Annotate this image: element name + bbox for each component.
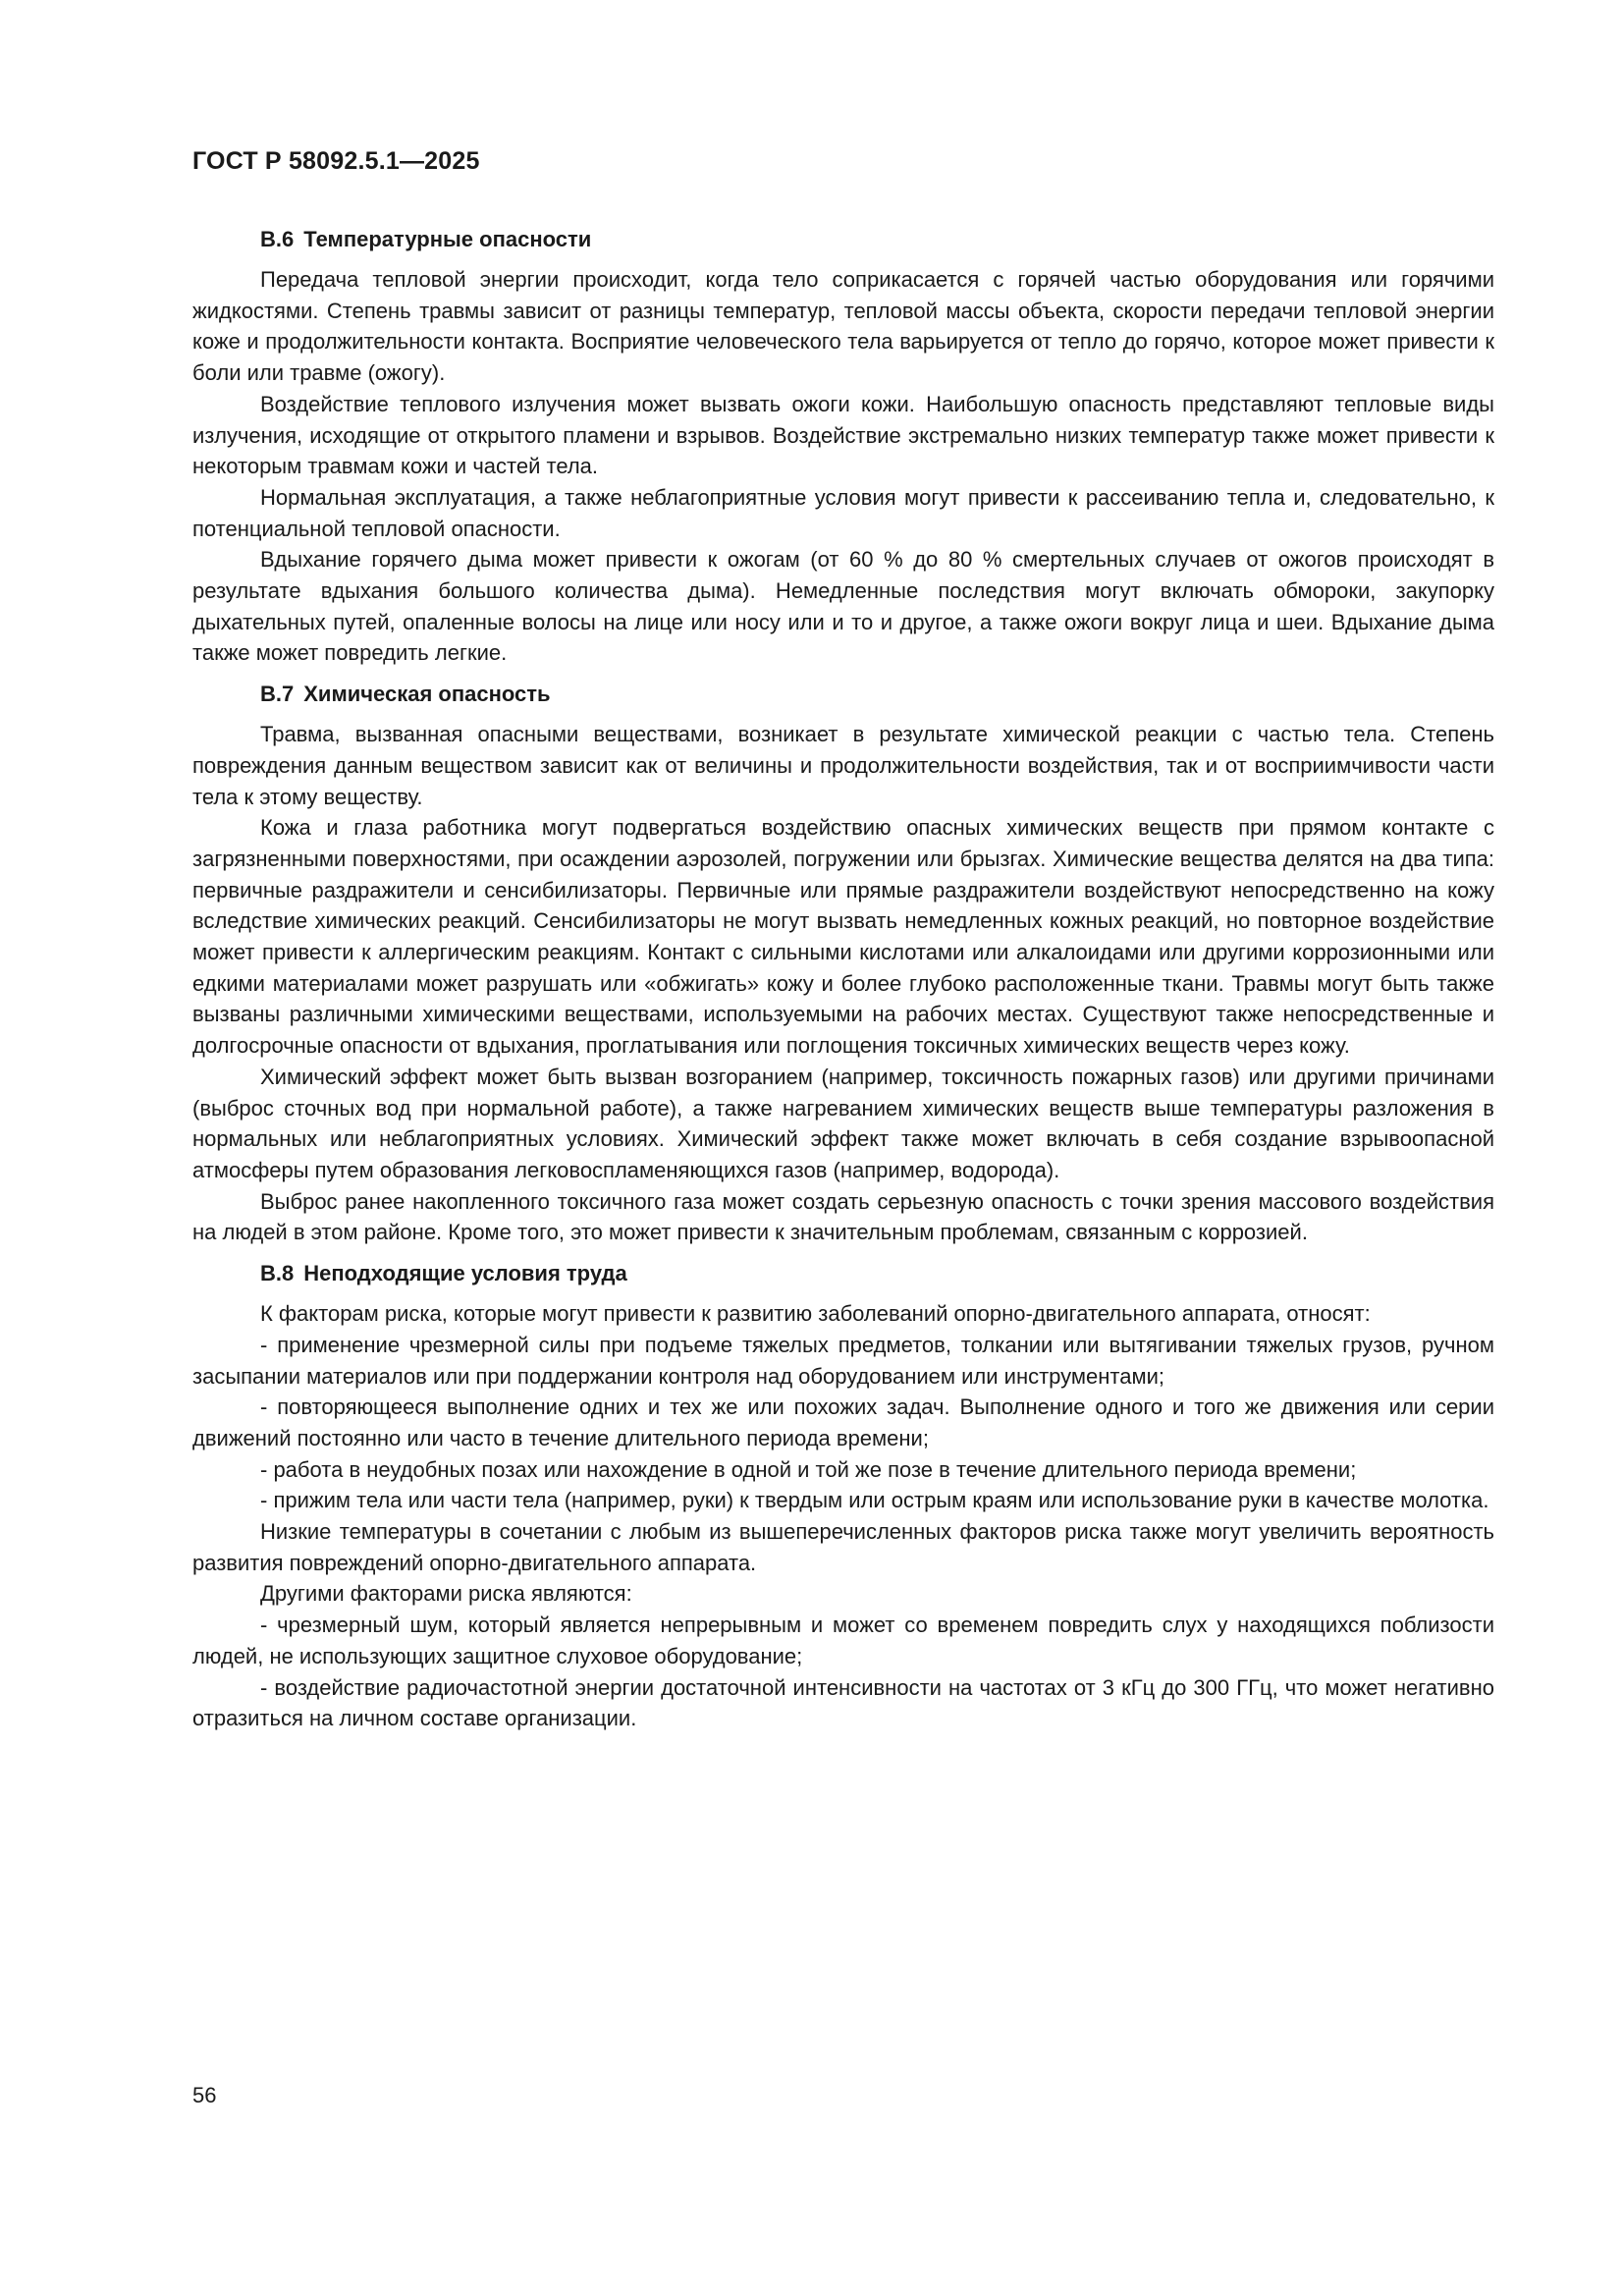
section-number: В.8 [260, 1261, 295, 1286]
page-number: 56 [192, 2083, 217, 2107]
section-b8 [192, 1258, 1494, 1734]
paragraph: Выброс ранее накопленного токсичного газа может создать серьезную опасность с точки зрения массового воздействия на людей в этом районе. Кроме того, это может привести к значительным проблемам, связанным с коррозией. [192, 1188, 1494, 1245]
paragraph: Низкие температуры в сочетании с любым из вышеперечисленных факторов риска также могут увеличить вероятность развития повреждений опорно-двигательного аппарата. [192, 1519, 1494, 1575]
document-code: ГОСТ Р 58092.5.1—2025 [192, 147, 480, 175]
paragraph: Воздействие теплового излучения может вызвать ожоги кожи. Наибольшую опасность представляют тепловые виды излучения, исходящие от открытого пламени и взрывов. Воздействие экстремально низких температур также может привести к некоторым травмам кожи и частей тела. [192, 391, 1494, 479]
section-heading [192, 224, 1494, 254]
section-title: Неподходящие условия труда [303, 1261, 627, 1286]
paragraph: Кожа и глаза работника могут подвергаться воздействию опасных химических веществ при прямом контакте с загрязненными поверхностями, при осаждении аэрозолей, погружении или брызгах. Химические вещества делятся на два типа: первичные раздражители и сенсибилизаторы. Первичные или прямые раздражители воздействуют непосредственно на кожу вследствие химических реакций. Сенсибилизаторы не могут вызвать немедленных кожных реакций, но повторное воздействие может привести к аллергическим реакциям. Контакт с сильными кислотами или алкалоидами или другими коррозионными или едкими материалами может разрушать или «обжигать» кожу и более глубоко расположенные ткани. Травмы могут быть также вызваны различными химическими веществами, используемыми на рабочих местах. Существуют также непосредственные и долгосрочные опасности от вдыхания, проглатывания или поглощения токсичных химических веществ через кожу. [192, 815, 1494, 1059]
section-b6 [192, 224, 1494, 669]
section-title: Химическая опасность [303, 682, 551, 707]
list-item: - повторяющееся выполнение одних и тех же или похожих задач. Выполнение одного и того же движения или серии движений постоянно или часто в течение длительного периода времени; [192, 1394, 1494, 1450]
list-item: - воздействие радиочастотной энергии достаточной интенсивности на частотах от 3 кГц до 300 ГГц, что может негативно отразиться на личном составе организации. [192, 1674, 1494, 1731]
section-number: В.6 [260, 227, 295, 251]
paragraph: Другими факторами риска являются: [260, 1581, 632, 1607]
paragraph: К факторам риска, которые могут привести к развитию заболеваний опорно-двигательного аппарата, относят: [260, 1301, 1371, 1327]
document-body [192, 224, 1494, 1744]
paragraph: Передача тепловой энергии происходит, когда тело соприкасается с горячей частью оборудования или горячими жидкостями. Степень травмы зависит от разницы температур, тепловой массы объекта, скорости передачи тепловой энергии коже и продолжительности контакта. Восприятие человеческого тела варьируется от тепло до горячо, которое может привести к боли или травме (ожогу). [192, 267, 1494, 386]
paragraph: Вдыхание горячего дыма может привести к ожогам (от 60 % до 80 % смертельных случаев от ожогов происходят в результате вдыхания большого количества дыма). Немедленные последствия могут включать обмороки, закупорку дыхательных путей, опаленные волосы на лице или носу или и то и другое, а также ожоги вокруг лица и шеи. Вдыхание дыма также может повредить легкие. [192, 547, 1494, 666]
section-heading [192, 679, 1494, 709]
paragraph: Травма, вызванная опасными веществами, возникает в результате химической реакции с частью тела. Степень повреждения данным веществом зависит как от величины и продолжительности воздействия, так и от восприимчивости части тела к этому веществу. [192, 722, 1494, 809]
paragraph: Нормальная эксплуатация, а также неблагоприятные условия могут привести к рассеиванию тепла и, следовательно, к потенциальной тепловой опасности. [192, 484, 1494, 541]
list-item: - чрезмерный шум, который является непрерывным и может со временем повредить слух у находящихся поблизости людей, не использующих защитное слуховое оборудование; [192, 1613, 1494, 1668]
list-item: - работа в неудобных позах или нахождение в одной и той же позе в течение длительного периода времени; [260, 1456, 1357, 1482]
list-item: - прижим тела или части тела (например, руки) к твердым или острым краям или использование руки в качестве молотка. [260, 1488, 1489, 1513]
section-title: Температурные опасности [303, 227, 592, 251]
section-number: В.7 [260, 682, 295, 707]
section-heading [192, 1258, 1494, 1288]
list-item: - применение чрезмерной силы при подъеме тяжелых предметов, толкании или вытягивании тяжелых грузов, ручном засыпании материалов или при поддержании контроля над оборудованием или инструментами; [192, 1332, 1494, 1389]
section-b7 [192, 679, 1494, 1248]
paragraph: Химический эффект может быть вызван возгоранием (например, токсичность пожарных газов) или другими причинами (выброс сточных вод при нормальной работе), а также нагреванием химических веществ выше температуры разложения в нормальных или неблагоприятных условиях. Химический эффект также может включать в себя создание взрывоопасной атмосферы путем образования легковоспламеняющихся газов (например, водорода). [192, 1064, 1494, 1182]
